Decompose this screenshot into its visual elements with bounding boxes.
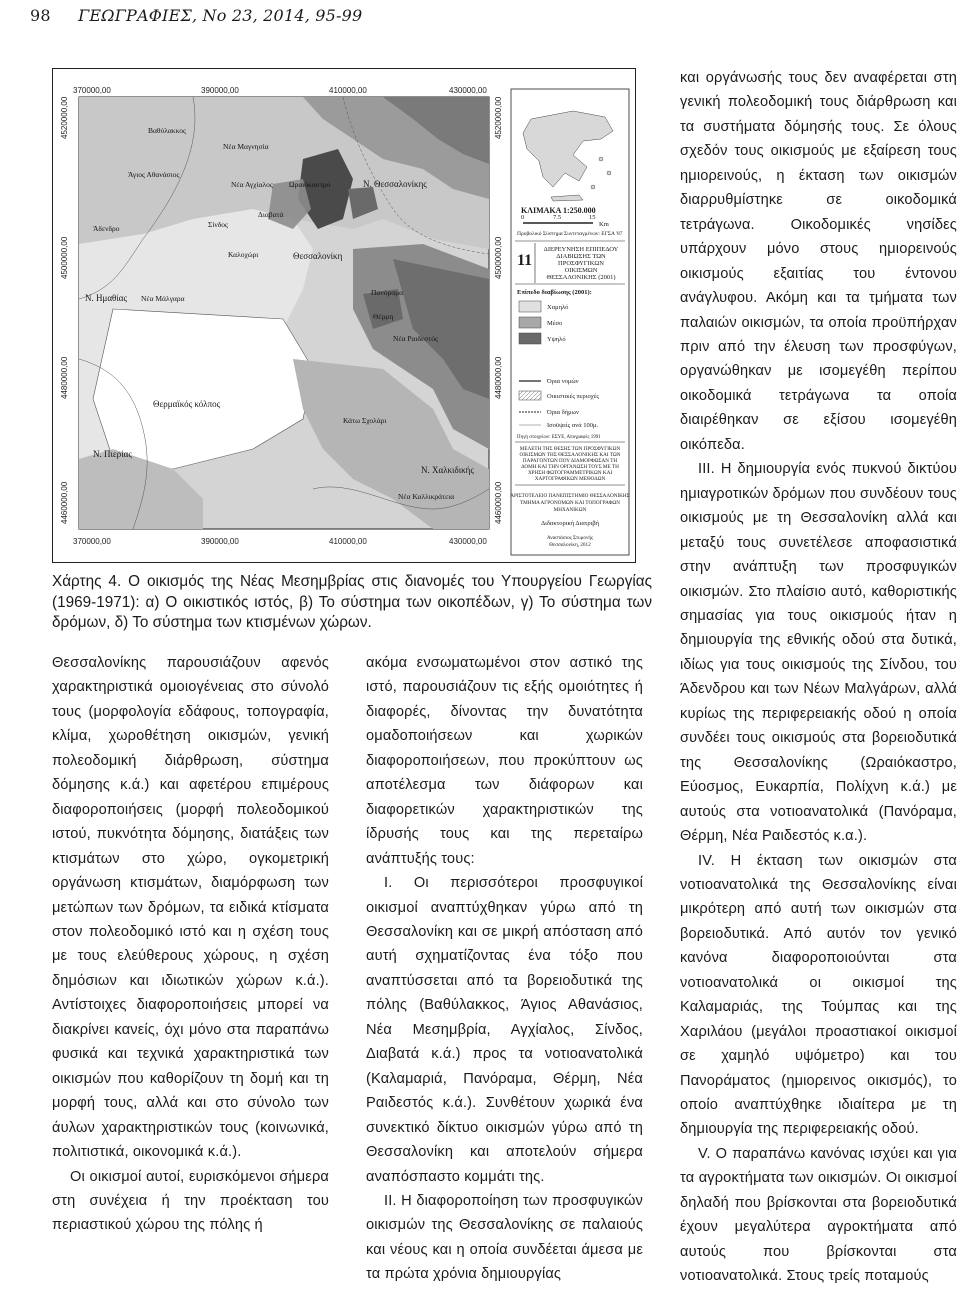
svg-text:ΔΙΕΡΕΥΝΗΣΗ ΕΠΙΠΕΔΟΥ: ΔΙΕΡΕΥΝΗΣΗ ΕΠΙΠΕΔΟΥ <box>543 246 619 253</box>
svg-text:Μέσο: Μέσο <box>547 320 563 327</box>
place-thermaikos: Θερμαϊκός κόλπος <box>153 399 221 409</box>
place-nea-agchialos: Νέα Αγχίαλος <box>231 180 273 189</box>
place-nea-malgara: Νέα Μάλγαρα <box>141 294 185 303</box>
svg-text:ΘΕΣΣΑΛΟΝΙΚΗΣ (2001): ΘΕΣΣΑΛΟΝΙΚΗΣ (2001) <box>546 274 616 281</box>
svg-text:Πηγή στοιχείων: ΕΣΥΕ, Απογραφέ: Πηγή στοιχείων: ΕΣΥΕ, Απογραφές 1991 <box>517 435 601 440</box>
svg-text:Ισοϋψείς ανά 100μ.: Ισοϋψείς ανά 100μ. <box>547 422 599 429</box>
svg-text:Αναστάσιος Στυμονής: Αναστάσιος Στυμονής <box>546 535 594 541</box>
figure-caption: Χάρτης 4. Ο οικισμός της Νέας Μεσημβρίας στις διανομές του Υπουργείου Γεωργίας (1969-1971): α) Ο οικιστικός ιστός, β) Το σύστημα των οικοπέδων, γ) Το σύστημα των δρόμων, δ) Το σύστημα των κτισμένων χώρων. <box>52 573 652 631</box>
svg-text:Θεσσαλονίκη, 2012: Θεσσαλονίκη, 2012 <box>549 542 591 548</box>
place-agios-athanasios: Άγιος Αθανάσιος <box>128 170 180 179</box>
place-diavata: Διαβατά <box>258 210 284 219</box>
place-n-chalkidikis: Ν. Χαλκιδικής <box>421 465 474 475</box>
place-thermi: Θέρμη <box>373 312 394 321</box>
paragraph: Ι. Οι περισσότεροι προσφυγικοί οικισμοί αναπτύχθηκαν γύρω από τη Θεσσαλονίκη και σε μικρή απόσταση από αυτή σχηματίζοντας ένα τόξο που αναπτύσσεται από τα βορειοδυτικά της πόλης (Βαθύλακκος, Άγιος Αθανάσιος, Νέα Μεσημβρία, Αγχίαλος, Σίνδος, Διαβατά κ.ά.) προς τα νοτιοανατολικά (Καλαμαριά, Πανόραμα, Θέρμη, Νέα Ραιδεστός κ.ά.). Συνθέτουν χωρικά ένα συνεκτικό δίκτυο οικισμών γύρω από τη Θεσσαλονίκη και αποτελούν σήμερα αναπόσπαστο κομμάτι της. <box>366 875 643 1185</box>
svg-text:7.5: 7.5 <box>553 214 562 221</box>
svg-text:ΔΟΜΗ ΚΑΙ ΤΗΝ ΟΡΓΑΝΩΣΗ ΤΟΥΣ ΜΕ: ΔΟΜΗ ΚΑΙ ΤΗΝ ΟΡΓΑΝΩΣΗ ΤΟΥΣ ΜΕ ΤΗ <box>521 464 619 470</box>
paragraph: IV. Η έκταση των οικισμών στα νοτιοανατολικά της Θεσσαλονίκης είναι μικρότερη από αυτή των οικισμών στα βορειοδυτικά. Από αυτόν τον γενικό κανόνα διαφοροποιούνται στα νοτιοανατολικά οι οικισμοί της Καλαμαριάς, της Τούμπας και της Χαριλάου (μεγάλοι προαστιακοί οικισμοί σε χαμηλό υψόμετρο) και του Πανοράματος (ημιορεινος οικισμός), το οποίο αναπτύχθηκε ιδιαίτερα με τη δημιουργία της περιφερειακής οδού. <box>680 852 957 1138</box>
svg-text:Υψηλό: Υψηλό <box>547 336 566 343</box>
place-adendro: Άδενδρο <box>93 224 120 233</box>
svg-text:4520000,00: 4520000,00 <box>494 96 503 139</box>
journal-title: ΓΕΩΓΡΑΦΙΕΣ, Νο 23, 2014, 95-99 <box>78 6 363 25</box>
svg-text:Km: Km <box>599 221 609 228</box>
svg-text:410000,00: 410000,00 <box>329 537 367 546</box>
svg-text:ΠΡΟΣΦΥΓΙΚΩΝ: ΠΡΟΣΦΥΓΙΚΩΝ <box>558 260 604 267</box>
place-nea-raidestos: Νέα Ραιδεστός <box>393 334 438 343</box>
map-legend <box>510 89 629 555</box>
place-vathylakkos: Βαθύλακκος <box>148 126 186 135</box>
svg-text:Προβολικό Σύστημα Συντεταγμένω: Προβολικό Σύστημα Συντεταγμένων: ΕΓΣΑ '87 <box>517 231 623 237</box>
svg-text:4460000,00: 4460000,00 <box>494 481 503 524</box>
svg-text:430000,00: 430000,00 <box>449 86 487 95</box>
svg-text:15: 15 <box>589 214 596 221</box>
svg-text:4500000,00: 4500000,00 <box>60 236 69 279</box>
place-n-thessalonikis: Ν. Θεσσαλονίκης <box>363 179 427 189</box>
svg-text:4500000,00: 4500000,00 <box>494 236 503 279</box>
svg-text:4520000,00: 4520000,00 <box>60 96 69 139</box>
svg-text:Όρια νομών: Όρια νομών <box>547 378 579 385</box>
place-thessaloniki: Θεσσαλονίκη <box>293 251 343 261</box>
map-svg <box>53 69 635 562</box>
svg-text:4480000,00: 4480000,00 <box>60 356 69 399</box>
place-oraiokastro: Ωραιόκαστρο <box>289 180 331 189</box>
place-n-imathias: Ν. Ημαθίας <box>85 293 128 303</box>
svg-text:370000,00: 370000,00 <box>73 86 111 95</box>
paragraph: Θεσσαλονίκης παρουσιάζουν αφενός χαρακτηριστικά ομοιογένειας στο σύνολό τους (μορφολογία εδάφους, τοπογραφία, κλίμα, χωροθέτηση οικισμών, γενική πολεοδομική διάρθρωση, σύστημα δόμησης κ.ά.) και αφετέρου επιμέρους διαφοροποιήσεις (μορφή πολεοδομικού ιστού, πυκνότητα δόμησης, διατάξεις των κτισμάτων στο χώρο, ογκομετρική οργάνωση κτισμάτων, διαμόρφωση των μετώπων των δρόμων, τα ειδικά κτίσματα στον πολεοδομικό ιστό και η σχέση τους με τους ελεύθερους χώρους, η σχέση δημόσιων και ιδιωτικών χώρων κ.ά.). Αντίστοιχες διαφοροποιήσεις μπορεί να διακρίνει κανείς, όχι μόνο στα παραπάνω φυσικά και τεχνικά χαρακτηριστικά των οικισμών που καθορίζουν τη δομή και τη μορφή τους, αλλά και στο σύνολο των άυλων χαρακτηριστικών τους (κοινωνικά, πολιτιστικά, οικονομικά κ.ά.). <box>52 655 329 1161</box>
page-number: 98 <box>30 6 51 25</box>
paragraph: ΙΙ. Η διαφοροποίηση των προσφυγικών οικισμών της Θεσσαλονίκης σε παλαιούς και νέους και η οποία συνδέεται άμεσα με τα πρώτα χρόνια δημιουργίας <box>366 1192 643 1283</box>
paragraph: Οι οικισμοί αυτοί, ευρισκόμενοι σήμερα στη συνέχεια ή την προέκταση του περιαστικού χώρου της πόλης ή <box>52 1168 329 1234</box>
svg-text:Οικιστικές περιοχές: Οικιστικές περιοχές <box>547 393 599 400</box>
svg-text:410000,00: 410000,00 <box>329 86 367 95</box>
svg-text:ΑΡΙΣΤΟΤΕΛΕΙΟ ΠΑΝΕΠΙΣΤΗΜΙΟ ΘΕΣΣ: ΑΡΙΣΤΟΤΕΛΕΙΟ ΠΑΝΕΠΙΣΤΗΜΙΟ ΘΕΣΣΑΛΟΝΙΚΗΣ <box>510 493 630 499</box>
text-column-left <box>52 651 329 1238</box>
svg-text:ΧΑΡΤΟΓΡΑΦΙΚΩΝ ΜΕΘΟΔΩΝ: ΧΑΡΤΟΓΡΑΦΙΚΩΝ ΜΕΘΟΔΩΝ <box>534 476 606 482</box>
svg-text:ΜΕΛΕΤΗ ΤΗΣ ΘΕΣΗΣ ΤΩΝ ΠΡΟΣΦΥΓΙΚ: ΜΕΛΕΤΗ ΤΗΣ ΘΕΣΗΣ ΤΩΝ ΠΡΟΣΦΥΓΙΚΩΝ <box>519 446 621 452</box>
svg-text:ΜΗΧΑΝΙΚΩΝ: ΜΗΧΑΝΙΚΩΝ <box>553 507 587 513</box>
svg-text:390000,00: 390000,00 <box>201 86 239 95</box>
svg-text:11: 11 <box>517 252 533 269</box>
place-nea-magnisia: Νέα Μαγνησία <box>223 142 269 151</box>
svg-text:430000,00: 430000,00 <box>449 537 487 546</box>
running-header <box>30 6 362 25</box>
svg-text:ΠΑΡΑΓΟΝΤΩΝ ΠΟΥ ΔΙΑΜΟΡΦΩΣΑΝ ΤΗ: ΠΑΡΑΓΟΝΤΩΝ ΠΟΥ ΔΙΑΜΟΡΦΩΣΑΝ ΤΗ <box>522 458 618 464</box>
paragraph: και οργάνωσής τους δεν αναφέρεται στη γενική πολεοδομική τους διάρθρωση και τα συστήματα δόμησής τους. Σε όλους σχεδόν τους οικισμούς με εξαίρεση τους ημιορεινούς, η έκταση των οικισμών διαρρυθμίστηκε σε οικοδομικά τετράγωνα. Οικοδομικές νησίδες υπάρχουν μόνο στους ημιορεινούς οικισμούς εξαιτίας του έντονου ανάγλυφου. Ακόμη και τα τμήματα των παλαιών οικισμών, τα οποία προϋπήρχαν πριν από την έλευση των προσφύγων, οργανώθηκαν με ισομεγέθη περίπου οικοδομικά τετράγωνα τα οποία διαιρέθηκαν σε εξίσου ισομεγέθη οικόπεδα. <box>680 70 957 453</box>
svg-text:4480000,00: 4480000,00 <box>494 356 503 399</box>
svg-text:Διδακτορική Διατριβή: Διδακτορική Διατριβή <box>540 520 600 527</box>
text-column-right <box>680 66 957 1289</box>
text-column-middle <box>366 651 643 1287</box>
map-figure <box>52 68 636 563</box>
svg-text:370000,00: 370000,00 <box>73 537 111 546</box>
paragraph: ΙΙΙ. Η δημιουργία ενός πυκνού δικτύου ημιαγροτικών δρόμων που συνδέουν τους οικισμούς με τη Θεσσαλονίκη αλλά και μεταξύ τους συνετέλεσε αποφασιστικά στην ανάπτυξη των προσφυγικών οικισμών. Στο πλαίσιο αυτό, καθοριστικής σημασίας για τους οικισμούς ήταν η δημιουργία της εθνικής οδού στα δυτικά, ιδίως για τους οικισμούς της Σίνδου, του Άδενδρου και των Νέων Μαλγάρων, αλλά κυρίως της περιφερειακής οδού η οποία συνδέει τους οικισμούς στα βορειοδυτικά της Θεσσαλονίκης (Ωραιόκαστρο, Εύοσμος, Ευκαρπία, Πολίχνη κ.ά.) με αυτούς στα νοτιοανατολικά (Πανόραμα, Θέρμη, Νέα Ραιδεστός κ.α.). <box>680 461 957 845</box>
place-nea-kallikrateia: Νέα Καλλικράτεια <box>398 492 455 501</box>
place-sindos: Σίνδος <box>208 220 229 229</box>
svg-text:Όρια δήμων: Όρια δήμων <box>547 409 579 416</box>
paragraph: ακόμα ενσωματωμένοι στον αστικό της ιστό, παρουσιάζουν τις εξής ομοιότητες ή διαφορές, δίνοντας την δυνατότητα ομαδοποιήσεων και χωρικών διαφοροποιήσεων, που προκύπτουν ως αποτέλεσμα των διάφορων και διαφορετικών χαρακτηριστικών της ίδρυσής τους και της περεταίρω ανάπτυξής τους: <box>366 655 643 867</box>
svg-text:4460000,00: 4460000,00 <box>60 481 69 524</box>
svg-text:Χαμηλό: Χαμηλό <box>547 304 569 311</box>
svg-text:ΟΙΚΙΣΜΩΝ ΤΗΣ ΘΕΣΣΑΛΟΝΙΚΗΣ ΚΑΙ: ΟΙΚΙΣΜΩΝ ΤΗΣ ΘΕΣΣΑΛΟΝΙΚΗΣ ΚΑΙ ΤΩΝ <box>519 452 621 458</box>
place-n-pierias: Ν. Πιερίας <box>93 449 132 459</box>
paragraph: V. Ο παραπάνω κανόνας ισχύει και για τα αγροκτήματα των οικισμών. Οι οικισμοί δηλαδή που βρίσκονται στα βορειοδυτικά έχουν μεγαλύτερα αγροκτήματα από αυτούς που βρίσκονται στα νοτιοανατολικά. Στους τρείς ποταμούς <box>680 1145 957 1285</box>
svg-text:Επίπεδο διαβίωσης (2001):: Επίπεδο διαβίωσης (2001): <box>517 289 592 296</box>
svg-text:ΔΙΑΒΙΩΣΗΣ ΤΩΝ: ΔΙΑΒΙΩΣΗΣ ΤΩΝ <box>556 253 606 260</box>
svg-text:ΧΡΗΣΗ ΦΩΤΟΓΡΑΜΜΕΤΡΙΚΩΝ ΚΑΙ: ΧΡΗΣΗ ΦΩΤΟΓΡΑΜΜΕΤΡΙΚΩΝ ΚΑΙ <box>527 470 613 476</box>
place-kalochori: Καλοχώρι <box>228 250 259 259</box>
svg-text:390000,00: 390000,00 <box>201 537 239 546</box>
svg-text:0: 0 <box>521 214 525 221</box>
svg-text:ΤΜΗΜΑ ΑΓΡΟΝΟΜΩΝ ΚΑΙ ΤΟΠΟΓΡΑΦΩΝ: ΤΜΗΜΑ ΑΓΡΟΝΟΜΩΝ ΚΑΙ ΤΟΠΟΓΡΑΦΩΝ <box>519 500 621 506</box>
svg-text:ΟΙΚΙΣΜΩΝ: ΟΙΚΙΣΜΩΝ <box>564 267 598 274</box>
svg-text:ΚΛΙΜΑΚΑ 1:250.000: ΚΛΙΜΑΚΑ 1:250.000 <box>521 206 596 215</box>
place-kato-scholari: Κάτω Σχολάρι <box>343 416 387 425</box>
place-panorama: Πανόραμα <box>371 288 404 297</box>
